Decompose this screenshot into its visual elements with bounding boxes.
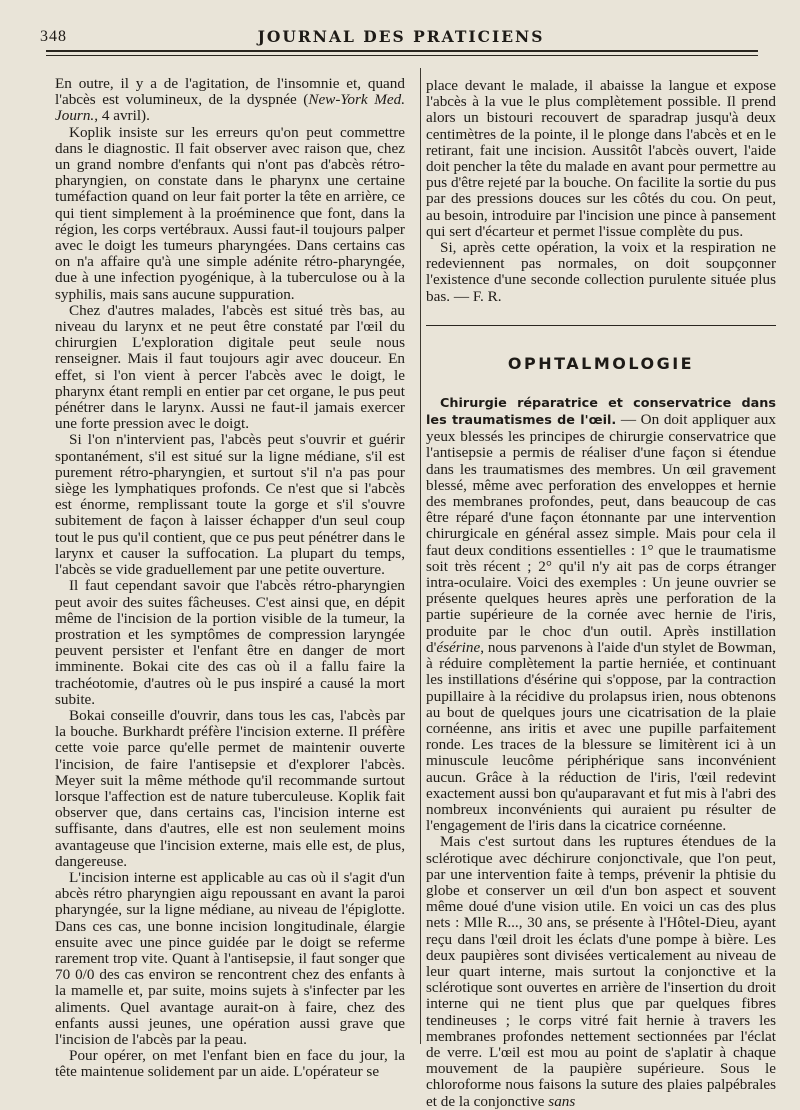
paragraph: Pour opérer, on met l'enfant bien en face du jour, la tête maintenue solidement par un aide. L'opérateur se [55,1047,405,1081]
section-divider [426,325,776,326]
paragraph: Il faut cependant savoir que l'abcès rétro-pharyngien peut avoir des suites fâcheuses. C'est ainsi que, en dépit même de l'incision de la portion visible de la tumeur, la prostration et les symptômes de compression laryngée peuvent persister et l'enfant être en danger de mort imminente. Bokai cite des cas où il a fallu faire la trachéotomie, d'autres où le pus inspiré a causé la mort subite. [55,577,405,708]
section-title: OPHTALMOLOGIE [507,353,695,373]
paragraph: Chirurgie réparatrice et conservatrice dans les traumatismes de l'œil. — On doit appliquer aux yeux blessés les principes de chirurgie conservatrice que l'antisepsie a permis de réaliser d'une façon si étendue dans les traumatismes des membres. Un œil gravement blessé, même avec perforation des enveloppes et hernie des membranes profondes, peut, dans beaucoup de cas être réparé d'une façon étonnante par une intervention chirurgicale en général assez simple. Mais pour cela il faut deux conditions essentielles : 1° que le traumatisme soit très récent ; 2° qu'il n'y ait pas de corps étranger intra-oculaire. Voici des exemples : Un jeune ouvrier se présente quelques heures après une perforation de la partie supérieure de la cornée avec hernie de l'iris, produite par le choc d'un outil. Après instillation d'ésérine, nous parvenons à l'aide d'un stylet de Bowman, à réduire complètement la partie herniée, et continuant les instillations d'ésérine qui s'oppose, par la contraction pupillaire à la récidive du prolapsus irien, nous obtenons au bout de quelques jours une cicatrisation de la plaie cornéenne, ans iritis et avec une pupille parfaitement ronde. Les traces de la blessure se limitèrent ici à un minuscule leucôme périphérique sans inconvénient aucun. Grâce à la réduction de l'iris, l'œil redevint exactement aussi bon qu'auparavant et fut mis à l'abri des nombreux inconvénients qui auraient pu résulter de l'engagement de l'iris dans la cicatrice cornéenne. [426,395,776,835]
article-subheading: Chirurgie réparatrice et conservatrice dans les traumatismes de l'œil. [426,395,776,429]
paragraph: L'incision interne est applicable au cas où il s'agit d'un abcès rétro pharyngien aigu repoussant en avant la paroi pharyngée, sur la ligne médiane, au niveau de l'épiglotte. Dans ces cas, une bonne incision longitudinale, élargie ensuite avec une pince guidée par le doigt se referme rarement trop vite. Quant à l'antisepsie, il faut songer que 70 0/0 des cas environ se rencontrent chez des enfants à la mamelle et, par suite, moins sujets à s'infecter par les aliments. Quel avantage aurait-on à faire, chez des enfants aussi jeunes, une opération aussi grave que l'incision de l'abcès par la peau. [55,868,405,1048]
paragraph: Mais c'est surtout dans les ruptures étendues de la sclérotique avec déchirure conjonctivale, que l'on peut, par une intervention faite à temps, prévenir la phtisie du globe et conserver un œil d'un bon aspect et souvent même doué d'une vision utile. En voici un cas des plus nets : Mlle R..., 30 ans, se présente à l'Hôtel-Dieu, ayant reçu dans l'œil droit les éclats d'une pompe à bière. Les deux paupières sont divisées verticalement au niveau de leur quart interne, mais surtout la conjonctive et la sclérotique sont ouvertes en arrière de l'insertion du droit interne qui ne tient plus que par quelques fibres tendineuses ; le corps vitré fait hernie à travers les membranes profondes nettement sectionnées par l'éclat de verre. L'œil est mou au point de s'aplatir à chaque mouvement de la paupière supérieure. Sous le chloroforme nous faisons la suture des plaies palpébrales et de la conjonctive sans [426,833,776,1110]
paragraph: Koplik insiste sur les erreurs qu'on peut commettre dans le diagnostic. Il fait observer avec raison que, chez un grand nombre d'enfants qui n'ont pas d'abcès rétro-pharyngien, on constate dans le pharynx une certaine tuméfaction quand on leur fait porter la tête en arrière, ce qui tient simplement à la proéminence que font, dans la région, les corps vertébraux. Aussi faut-il toujours palper avec le doigt les tumeurs pharyngées. Dans certains cas on n'a affaire qu'à une simple adénite rétro-pharyngée, due à une infection pyogénique, à la tuberculose ou à la syphilis, mais sans aucune suppuration. [55,123,405,303]
page-number: 348 [40,28,67,45]
header-rule-thin [46,55,758,56]
paragraph: Chez d'autres malades, l'abcès est situé très bas, au niveau du larynx et ne peut être constaté par l'œil du chirurgien L'exploration digitale peut seule nous renseigner. Mais il faut toujours agir avec douceur. En effet, si l'on vient à percer l'abcès avec le doigt, le pharynx étant rempli en entier par cet organe, le pus peut pénétrer dans le larynx. Aussi ne faut-il jamais exercer une forte pression avec le doigt. [55,301,405,433]
paragraph: place devant le malade, il abaisse la langue et expose l'abcès à la vue le plus complètement possible. Il prend alors un bistouri recouvert de sparadrap jusqu'à deux centimètres de la pointe, il le plonge dans l'abcès et en le retirant, fait une incision. Aussitôt l'abcès ouvert, l'aide doit pencher la tête du malade en avant pour permettre au pus d'être rejeté par la bouche. On facilite la sortie du pus par des pressions douces sur les côtés du cou. On peut, au besoin, introduire par l'incision une pince à pansement qui sert d'écarteur et permet l'issue complète du pus. [426,77,776,240]
paragraph: Si l'on n'intervient pas, l'abcès peut s'ouvrir et guérir spontanément, s'il est situé sur la ligne médiane, s'il est purement rétro-pharyngien, et surtout s'il n'a pas pour siège les lymphatiques profonds. Ce n'est que si l'abcès est énorme, remplissant toute la gorge et s'il s'ouvre subitement de façon à laisser échapper d'un seul coup tout le pus qu'il contient, que ce pus peut pénétrer dans le larynx et causer la suffocation. La plupart du temps, l'abcès se vide graduellement par une petite ouverture. [55,431,405,579]
journal-title: JOURNAL DES PRATICIENS [257,27,545,46]
paragraph: Bokai conseille d'ouvrir, dans tous les cas, l'abcès par la bouche. Burkhardt préfère l'incision externe. Il préfère cette voie parce qu'elle permet de maintenir ouverte l'incision, de faire l'antisepsie et d'explorer l'abcès. Meyer suit la même méthode qu'il recommande surtout lorsque l'affection est de nature tuberculeuse. Koplik fait observer que, dans certains cas, l'incision interne est suffisante, dans d'autres, elle est non seulement moins avantageuse que l'incision externe, mais elle est, de plus, dangereuse. [55,706,405,870]
header-rule-thick [46,50,758,52]
right-column [426,78,776,1110]
column-divider [420,68,421,1044]
author-signature: — F. R. [450,287,502,305]
left-column [55,76,405,1081]
paragraph: Si, après cette opération, la voix et la respiration ne redeviennent pas normales, on doit soupçonner l'existence d'une seconde collection purulente située plus bas. — F. R. [426,239,776,305]
paragraph: En outre, il y a de l'agitation, de l'insomnie et, quand l'abcès est volumineux, de la dyspnée (New-York Med. Journ., 4 avril). [55,75,405,125]
